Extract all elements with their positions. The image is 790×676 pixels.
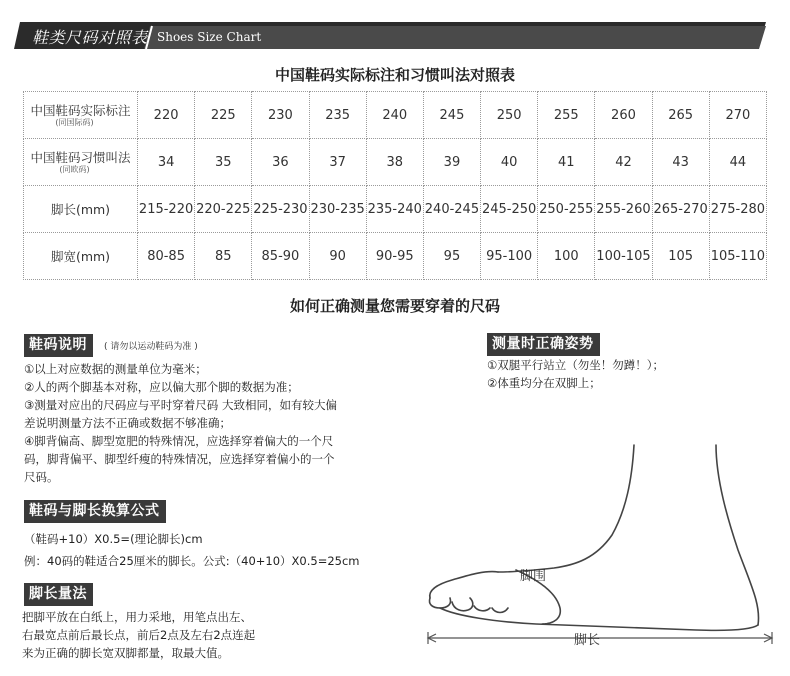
size-cell: 265-270: [652, 186, 709, 233]
method-line: 把脚平放在白纸上，用力采地，用笔点出左、: [22, 610, 252, 624]
size-cell: 36: [252, 139, 309, 186]
formula-line: （鞋码+10）X0.5=(理论脚长)cm: [24, 532, 203, 546]
size-note-line: ①以上对应数据的测量单位为毫米；: [24, 362, 207, 376]
size-cell: 34: [138, 139, 195, 186]
size-cell: 39: [423, 139, 480, 186]
size-cell: 40: [481, 139, 538, 186]
size-cell: 105-110: [709, 233, 766, 280]
size-cell: 230-235: [309, 186, 366, 233]
size-note-line: ④脚背偏高、脚型宽肥的特殊情况，应选择穿着偏大的一个尺: [24, 434, 334, 448]
banner-title-en: Shoes Size Chart: [157, 30, 262, 44]
method-line: 来为正确的脚长宽双脚都量，取最大值。: [22, 646, 229, 660]
size-cell: 90: [309, 233, 366, 280]
row-header: [24, 139, 138, 186]
banner-title-cn: 鞋类尺码对照表: [32, 28, 148, 47]
size-cell: 37: [309, 139, 366, 186]
size-cell: 275-280: [709, 186, 766, 233]
formula-line: 例：40码的鞋适合25厘米的脚长。公式:（40+10）X0.5=25cm: [24, 554, 360, 568]
size-notes-note: ( 请勿以运动鞋码为准 ): [104, 342, 198, 352]
size-cell: 43: [652, 139, 709, 186]
size-cell: 235-240: [366, 186, 423, 233]
size-cell: 240: [366, 92, 423, 139]
size-note-line: 差说明测量方法不正确或数据不够准确；: [24, 416, 231, 430]
method-tag: 脚长量法: [24, 583, 93, 606]
formula-tag: 鞋码与脚长换算公式: [24, 500, 166, 523]
size-table-title: 中国鞋码实际标注和习惯叫法对照表: [274, 66, 515, 84]
posture-tag: 测量时正确姿势: [487, 333, 600, 356]
posture-line: ②体重均分在双脚上；: [487, 376, 601, 390]
row-header: [24, 233, 138, 280]
row-header-label: 脚长(mm): [50, 201, 111, 217]
size-cell: 85: [195, 233, 252, 280]
row-header-label: 脚宽(mm): [50, 248, 111, 264]
size-cell: 90-95: [366, 233, 423, 280]
row-header-sublabel: (同国际码): [55, 117, 94, 127]
size-table-row: [24, 233, 767, 280]
row-header: [24, 92, 138, 139]
size-cell: 255-260: [595, 186, 652, 233]
size-cell: 220: [138, 92, 195, 139]
measure-title: 如何正确测量您需要穿着的尺码: [289, 297, 500, 315]
size-cell: 95-100: [481, 233, 538, 280]
size-cell: 265: [652, 92, 709, 139]
size-table: [23, 91, 767, 280]
header-banner: [14, 22, 766, 49]
size-cell: 100-105: [595, 233, 652, 280]
size-note-line: 码，脚背偏平、脚型纤瘦的特殊情况，应选择穿着偏小的一个: [24, 452, 335, 466]
size-cell: 35: [195, 139, 252, 186]
posture-text: [487, 356, 664, 392]
girth-label: 脚围: [520, 569, 547, 584]
row-header-label: 中国鞋码实际标注: [30, 102, 131, 118]
size-cell: 105: [652, 233, 709, 280]
size-cell: 260: [595, 92, 652, 139]
size-cell: 95: [423, 233, 480, 280]
method-text: [22, 608, 255, 662]
size-cell: 270: [709, 92, 766, 139]
row-header-sublabel: (同欧码): [59, 164, 90, 174]
length-label: 脚长: [574, 633, 601, 648]
size-cell: 220-225: [195, 186, 252, 233]
size-notes-text: [24, 360, 337, 486]
size-cell: 230: [252, 92, 309, 139]
size-cell: 44: [709, 139, 766, 186]
size-cell: 240-245: [423, 186, 480, 233]
method-line: 右最宽点前后最长点，前后2点及左右2点连起: [22, 628, 256, 642]
size-note-line: ②人的两个脚基本对称，应以偏大那个脚的数据为准；: [24, 380, 299, 394]
size-cell: 80-85: [138, 233, 195, 280]
size-cell: 245: [423, 92, 480, 139]
size-note-line: ③测量对应出的尺码应与平时穿着尺码 大致相同，如有较大偏: [24, 398, 337, 412]
posture-line: ①双腿平行站立（勿坐！勿蹲！）；: [487, 358, 665, 372]
size-cell: 255: [538, 92, 595, 139]
size-cell: 38: [366, 139, 423, 186]
size-cell: 100: [538, 233, 595, 280]
size-cell: 42: [595, 139, 652, 186]
size-cell: 245-250: [481, 186, 538, 233]
size-cell: 225-230: [252, 186, 309, 233]
foot-illustration: [416, 440, 776, 670]
row-header: [24, 186, 138, 233]
size-table-row: [24, 186, 767, 233]
size-table-row: [24, 139, 767, 186]
size-table-row: [24, 92, 767, 139]
size-cell: 250: [481, 92, 538, 139]
size-cell: 250-255: [538, 186, 595, 233]
size-cell: 235: [309, 92, 366, 139]
size-note-line: 尺码。: [24, 470, 59, 484]
size-cell: 41: [538, 139, 595, 186]
formula-text: [24, 530, 360, 570]
size-cell: 215-220: [138, 186, 195, 233]
size-notes-tag: 鞋码说明: [24, 334, 93, 357]
foot-diagram: [416, 440, 776, 674]
size-cell: 85-90: [252, 233, 309, 280]
size-cell: 225: [195, 92, 252, 139]
row-header-label: 中国鞋码习惯叫法: [30, 149, 131, 165]
